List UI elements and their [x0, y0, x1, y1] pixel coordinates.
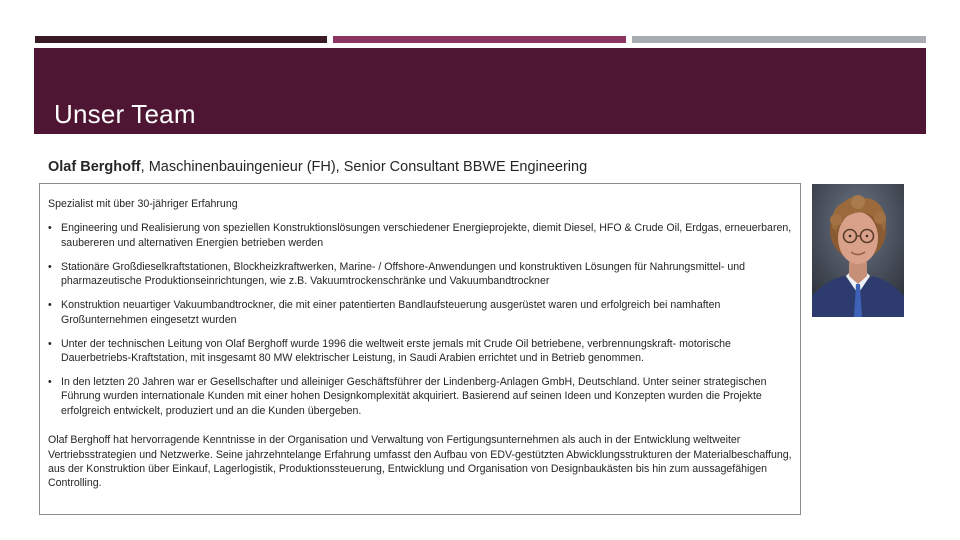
accent-bar-gray — [632, 36, 926, 43]
experience-list-item — [48, 298, 792, 327]
slide-title: Unser Team — [54, 99, 196, 129]
title-band — [34, 48, 926, 134]
team-member-name: Olaf Berghoff — [48, 159, 141, 175]
experience-list-item — [48, 221, 792, 250]
experience-list — [48, 221, 792, 418]
experience-text: Unter der technischen Leitung von Olaf Berghoff wurde 1996 die weltweit erste jemals mit Crude Oil betriebene, verbrennungskraft- motorische Dauerbetriebs-Kraftstation, mit insgesamt 80 MW elektrischer Leistung, in Saudi Arabien errichtet und in Betrieb genommen. — [61, 337, 731, 365]
bullet-icon: • — [48, 337, 52, 350]
experience-text: Stationäre Großdieselkraftstationen, Blockheizkraftwerken, Marine- / Offshore-Anwendungen und konstruktiven Lösungen für Nahrungsmittel- und pharmazeutische Produktionseinrichtungen, wie z.B. Vakuumtrockenschränke und Vakuumbandtrockner — [61, 260, 746, 288]
portrait-illustration — [812, 184, 904, 317]
experience-text: In den letzten 20 Jahren war er Gesellschafter und alleiniger Geschäftsführer der Lindenberg-Anlagen GmbH, Deutschland. Unter seiner strategischen Führung wurden internationale Kunden mit einer hohen Designkomplexität akquiriert. Basierend auf seinen Ideen und Konzepten wurden die Projekte erfolgreich entwickelt, produziert und an die Kunden übergeben. — [61, 376, 767, 417]
experience-list-item — [48, 375, 792, 418]
experience-list-item — [48, 260, 792, 289]
bullet-icon: • — [48, 260, 52, 273]
bullet-icon: • — [48, 222, 52, 235]
experience-text: Engineering und Realisierung von speziellen Konstruktionslösungen verschiedener Energieprojekte, diemit Diesel, HFO & Crude Oil, Erdgas, erneuerbaren, saubereren und alternativen Energien betrieben werden — [61, 222, 792, 249]
team-member-heading — [48, 159, 587, 175]
profile-intro: Spezialist mit über 30-jähriger Erfahrung — [48, 198, 238, 210]
accent-bar-dark — [35, 36, 327, 43]
bullet-icon: • — [48, 376, 52, 389]
experience-text: Konstruktion neuartiger Vakuumbandtrockner, die mit einer patentierten Bandlaufsteuerung ausgerüstet waren und erfolgreich bei namhaften Großunternehmen eingesetzt wurden — [61, 299, 721, 326]
experience-list-item — [48, 337, 792, 366]
team-member-role: , Maschinenbauingenieur (FH), Senior Consultant BBWE Engineering — [140, 159, 588, 175]
profile-text-box — [39, 183, 801, 515]
portrait-photo — [812, 184, 904, 317]
accent-bar-magenta — [333, 36, 626, 43]
bullet-icon: • — [48, 299, 52, 312]
profile-summary: Olaf Berghoff hat hervorragende Kenntnisse in der Organisation und Verwaltung von Fertigungsunternehmen als auch in der Entwicklung weltweiter Vertriebsstrategien und Netzwerke. Seine jahrzehntelange Erfahrung umfasst den Aufbau von EDV-gestützten Abwicklungsstrukturen der Materialbeschaffung, aus der Konstruktion über Einkauf, Lagerlogistik, Produktionssteuerung, Entwicklung und Organisation von Designbaukästen bis hin zum aussagefähigen Controlling. — [48, 434, 792, 490]
